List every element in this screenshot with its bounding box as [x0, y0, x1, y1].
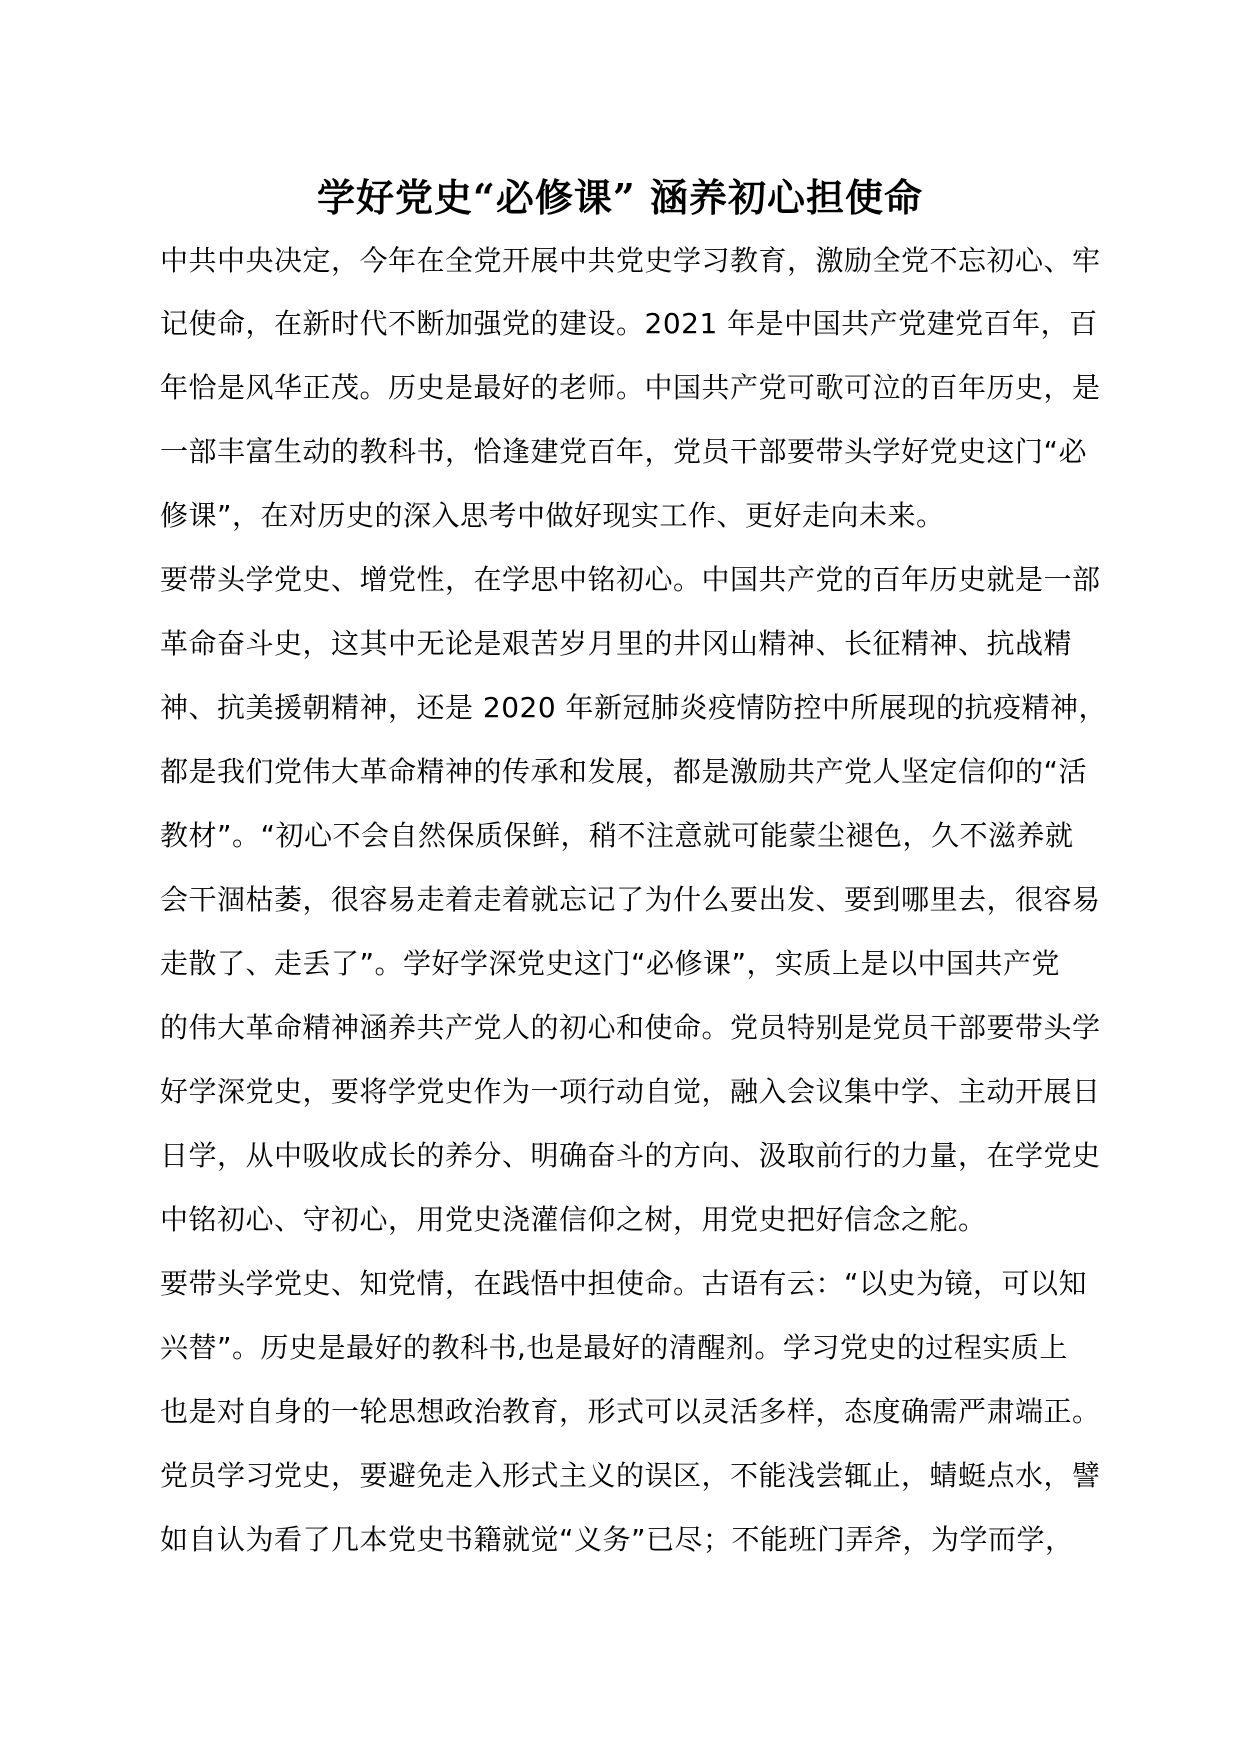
body-line: 革命奋斗史，这其中无论是艰苦岁月里的井冈山精神、长征精神、抗战精: [160, 627, 1073, 660]
body-line: 神、抗美援朝精神，还是 2020 年新冠肺炎疫情防控中所展现的抗疫精神，: [160, 691, 1108, 724]
body-line: 中共中央决定，今年在全党开展中共党史学习教育，激励全党不忘初心、牢: [160, 244, 1101, 277]
body-line: 都是我们党伟大革命精神的传承和发展，都是激励共产党人坚定信仰的“活: [160, 755, 1088, 788]
body-line: 党员学习党史，要避免走入形式主义的误区，不能浅尝辄止，蜻蜓点水，譬: [160, 1459, 1101, 1492]
body-line: 记使命，在新时代不断加强党的建设。2021 年是中国共产党建党百年，百: [160, 307, 1098, 340]
body-line: 走散了、走丢了”。学好学深党史这门“必修课”，实质上是以中国共产党: [160, 947, 1061, 980]
body-line: 兴替”。历史是最好的教科书,也是最好的清醒剂。学习党史的过程实质上: [160, 1331, 1068, 1364]
body-line: 年恰是风华正茂。历史是最好的老师。中国共产党可歌可泣的百年历史，是: [160, 371, 1101, 404]
body-line: 也是对自身的一轮思想政治教育，形式可以灵活多样，态度确需严肃端正。: [160, 1395, 1101, 1428]
body-line: 日学，从中吸收成长的养分、明确奋斗的方向、汲取前行的力量，在学党史: [160, 1139, 1101, 1172]
body-line: 中铭初心、守初心，用党史浇灌信仰之树，用党史把好信念之舵。: [160, 1203, 987, 1236]
body-line: 教材”。“初心不会自然保质保鲜，稍不注意就可能蒙尘褪色，久不滋养就: [160, 819, 1074, 852]
body-line: 要带头学党史、增党性，在学思中铭初心。中国共产党的百年历史就是一部: [160, 563, 1101, 596]
body-line: 的伟大革命精神涵养共产党人的初心和使命。党员特别是党员干部要带头学: [160, 1011, 1101, 1044]
body-line: 会干涸枯萎，很容易走着走着就忘记了为什么要出发、要到哪里去，很容易: [160, 883, 1101, 916]
body-line: 一部丰富生动的教科书，恰逢建党百年，党员干部要带头学好党史这门“必: [160, 435, 1088, 468]
body-line: 修课”，在对历史的深入思考中做好现实工作、更好走向未来。: [160, 499, 945, 532]
body-line: 如自认为看了几本党史书籍就觉“义务”已尽；不能班门弄斧，为学而学，: [160, 1523, 1074, 1556]
document-title: 学好党史“必修课” 涵养初心担使命: [317, 175, 923, 220]
body-line: 要带头学党史、知党情，在践悟中担使命。古语有云：“以史为镜，可以知: [160, 1267, 1088, 1300]
body-line: 好学深党史，要将学党史作为一项行动自觉，融入会议集中学、主动开展日: [160, 1075, 1101, 1108]
